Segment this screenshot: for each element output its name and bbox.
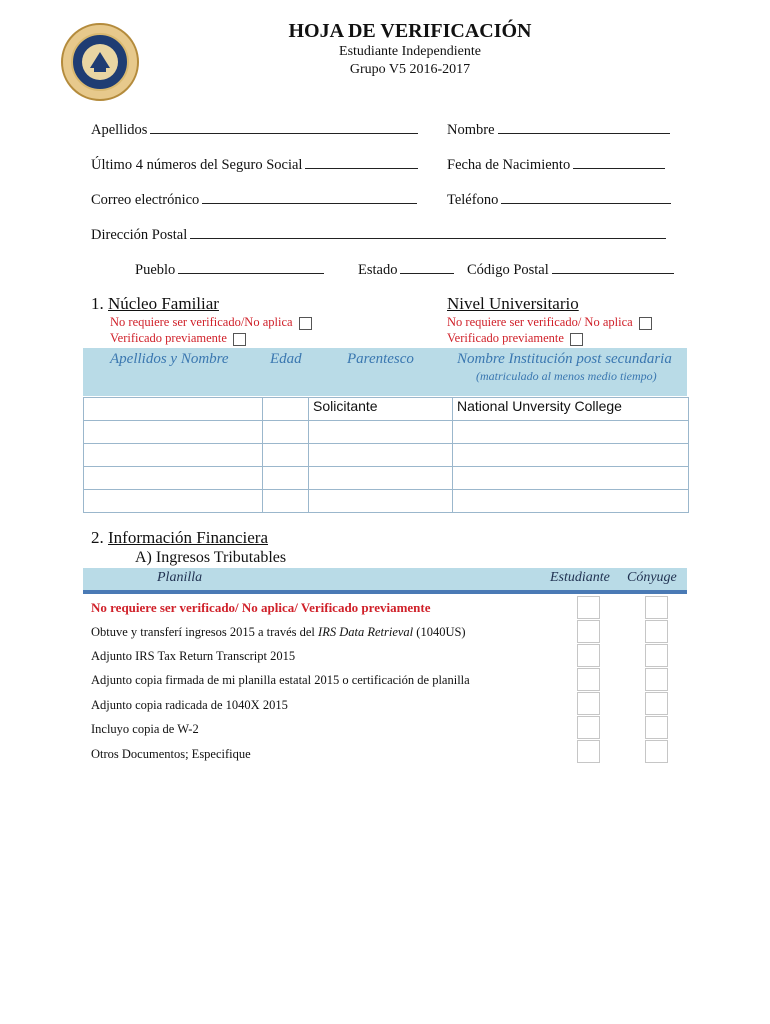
nivel-not-required [447, 315, 652, 330]
col-institucion: Nombre Institución post secundaria [457, 351, 672, 367]
financial-row-not-required: No requiere ser verificado/ No aplica/ Verificado previamente [91, 600, 431, 615]
table-row [84, 444, 689, 467]
nivel-verified-checkbox[interactable] [570, 333, 583, 346]
cell-age[interactable] [263, 490, 309, 513]
direccion-field[interactable] [91, 224, 666, 244]
irs-drt-text-a: Obtuve y transferí ingresos 2015 a través del [91, 625, 319, 639]
telefono-field[interactable] [447, 189, 671, 209]
financial-row-irs-drt [91, 625, 466, 640]
table-row [84, 398, 689, 421]
household-table [83, 397, 689, 513]
nivel-heading [447, 294, 579, 314]
cell-relationship[interactable] [309, 421, 453, 444]
pueblo-label: Pueblo [135, 262, 176, 278]
financial-row-transcript: Adjunto IRS Tax Return Transcript 2015 [91, 649, 296, 663]
cell-age[interactable] [263, 398, 309, 421]
cell-institution[interactable]: National Unversity College [453, 398, 689, 421]
spouse-checkbox[interactable] [645, 692, 668, 715]
spouse-checkbox[interactable] [645, 596, 668, 619]
financial-row-other: Otros Documentos; Especifique [91, 747, 251, 761]
col-apellidos-nombre: Apellidos y Nombre [110, 351, 229, 367]
cell-relationship[interactable]: Solicitante [309, 398, 453, 421]
correo-field[interactable] [91, 189, 417, 209]
correo-label: Correo electrónico [91, 192, 200, 208]
section1-verified [110, 331, 246, 346]
estado-field[interactable] [358, 259, 454, 279]
cell-age[interactable] [263, 467, 309, 490]
apellidos-field[interactable] [91, 119, 418, 139]
cell-age[interactable] [263, 421, 309, 444]
section1-not-required-checkbox[interactable] [299, 317, 312, 330]
student-checkbox[interactable] [577, 596, 600, 619]
pueblo-field[interactable] [135, 259, 324, 279]
apellidos-label: Apellidos [91, 122, 148, 138]
student-checkbox[interactable] [577, 668, 600, 691]
section1-verified-checkbox[interactable] [233, 333, 246, 346]
cell-name[interactable] [84, 467, 263, 490]
cell-age[interactable] [263, 444, 309, 467]
table-row [84, 467, 689, 490]
cell-name[interactable] [84, 444, 263, 467]
cell-name[interactable] [84, 398, 263, 421]
nivel-not-required-label: No requiere ser verificado/ No aplica [447, 315, 633, 329]
nivel-verified-label: Verificado previamente [447, 331, 564, 345]
page-title: HOJA DE VERIFICACIÓN [288, 20, 532, 42]
fecha-nacimiento-label: Fecha de Nacimiento [447, 157, 571, 173]
ssn-field[interactable] [91, 154, 418, 174]
col-conyuge: Cónyuge [627, 570, 677, 585]
spouse-checkbox[interactable] [645, 716, 668, 739]
ssn-label: Último 4 números del Seguro Social [91, 157, 303, 173]
spouse-checkbox[interactable] [645, 740, 668, 763]
section2-number: 2. [91, 528, 104, 547]
nombre-label: Nombre [447, 122, 495, 138]
irs-drt-text-b: IRS Data Retrieval [318, 625, 414, 639]
group-label: Grupo V5 2016-2017 [349, 62, 471, 77]
fecha-nacimiento-field[interactable] [447, 154, 665, 174]
section2-title: Información Financiera [108, 528, 269, 547]
telefono-label: Teléfono [447, 192, 499, 208]
cell-institution[interactable] [453, 421, 689, 444]
student-checkbox[interactable] [577, 692, 600, 715]
student-checkbox[interactable] [577, 644, 600, 667]
spouse-checkbox[interactable] [645, 620, 668, 643]
codigo-postal-label: Código Postal [467, 262, 549, 278]
irs-drt-text-c: (1040US) [413, 625, 466, 639]
table-row [84, 421, 689, 444]
student-checkbox[interactable] [577, 620, 600, 643]
section1-title: Núcleo Familiar [108, 294, 219, 313]
codigo-postal-field[interactable] [467, 259, 674, 279]
cell-institution[interactable] [453, 444, 689, 467]
section2-subtitle: A) Ingresos Tributables [135, 549, 287, 566]
cell-name[interactable] [84, 421, 263, 444]
financial-row-w2: Incluyo copia de W-2 [91, 722, 199, 736]
col-institucion-note: (matriculado al menos medio tiempo) [476, 369, 657, 383]
estado-label: Estado [358, 262, 398, 278]
section1-number: 1. [91, 294, 104, 313]
col-edad: Edad [270, 351, 302, 367]
nivel-not-required-checkbox[interactable] [639, 317, 652, 330]
section1-verified-label: Verificado previamente [110, 331, 227, 345]
financial-header-divider [83, 590, 687, 594]
student-checkbox[interactable] [577, 740, 600, 763]
direccion-label: Dirección Postal [91, 227, 188, 243]
section1-not-required [110, 315, 312, 330]
spouse-checkbox[interactable] [645, 668, 668, 691]
page-subtitle: Estudiante Independiente [339, 44, 481, 59]
col-parentesco: Parentesco [347, 351, 414, 367]
nombre-field[interactable] [447, 119, 670, 139]
col-planilla: Planilla [157, 570, 203, 585]
cell-relationship[interactable] [309, 444, 453, 467]
cell-name[interactable] [84, 490, 263, 513]
section1-not-required-label: No requiere ser verificado/No aplica [110, 315, 293, 329]
cell-relationship[interactable] [309, 490, 453, 513]
cell-institution[interactable] [453, 490, 689, 513]
financial-row-state-return: Adjunto copia firmada de mi planilla estatal 2015 o certificación de planilla [91, 673, 470, 687]
nivel-title: Nivel Universitario [447, 294, 579, 313]
cell-institution[interactable] [453, 467, 689, 490]
section1-heading [91, 294, 219, 314]
table-row [84, 490, 689, 513]
nivel-verified [447, 331, 583, 346]
col-estudiante: Estudiante [550, 570, 610, 585]
financial-row-1040x: Adjunto copia radicada de 1040X 2015 [91, 698, 288, 712]
cell-relationship[interactable] [309, 467, 453, 490]
student-checkbox[interactable] [577, 716, 600, 739]
section2-heading [91, 528, 268, 548]
spouse-checkbox[interactable] [645, 644, 668, 667]
